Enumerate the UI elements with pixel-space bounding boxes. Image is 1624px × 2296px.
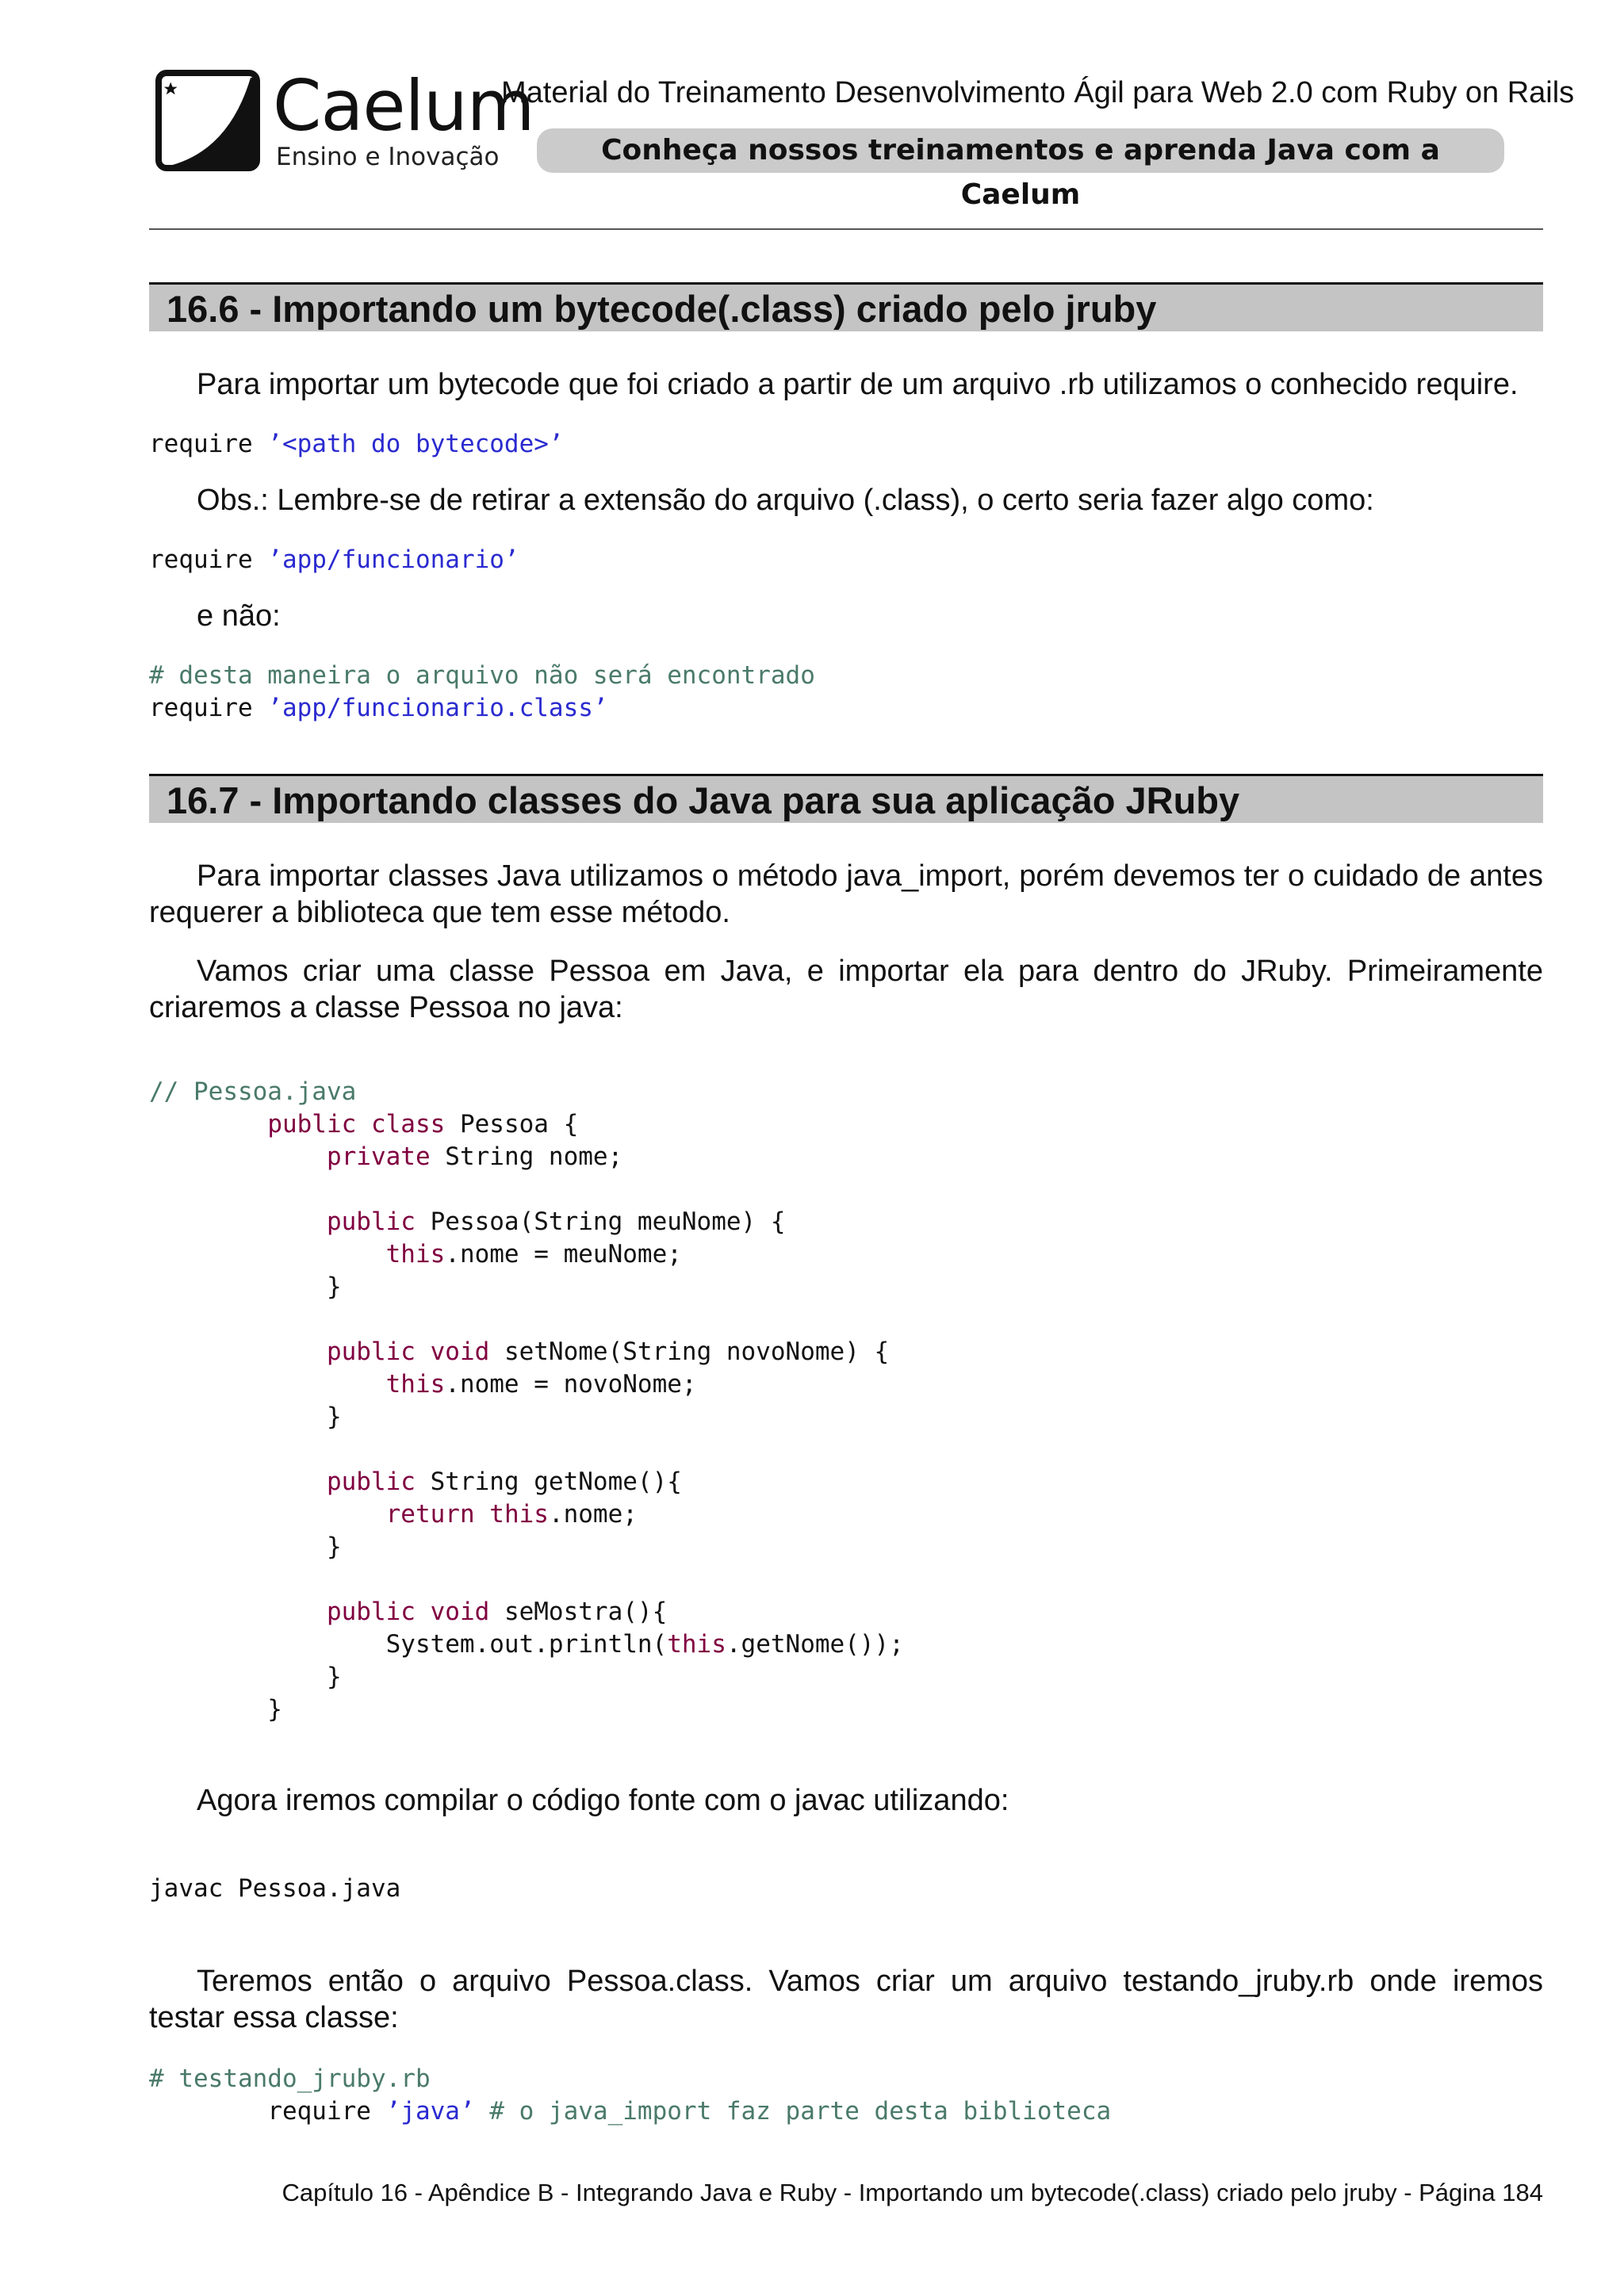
paragraph [149, 1963, 1543, 2036]
code-line: javac Pessoa.java [149, 1874, 401, 1903]
paragraph [149, 598, 1543, 634]
code-line [149, 544, 519, 576]
paragraph-text: e não: [197, 599, 281, 633]
code-comment: # o java_import faz parte desta biblioteca [474, 2097, 1112, 2126]
paragraph-text: Obs.: Lembre-se de retirar a extensão do arquivo (.class), o certo seria fazer algo como: [197, 484, 1374, 517]
section-heading-text: 16.7 - Importando classes do Java para sua aplicação JRuby [167, 779, 1240, 821]
paragraph-text: Para importar um bytecode que foi criado a partir de um arquivo .rb utilizamos o conhecido require. [197, 368, 1519, 401]
code-string: ’app/funcionario.class’ [267, 694, 608, 722]
code-comment: # desta maneira o arquivo não será encontrado [149, 661, 815, 690]
code-keyword: require [149, 694, 268, 722]
caelum-logo [155, 65, 534, 176]
paragraph [149, 953, 1543, 1026]
paragraph [149, 1782, 1543, 1819]
section-heading-16-7 [149, 774, 1543, 823]
page-footer: Capítulo 16 - Apêndice B - Integrando Java e Ruby - Importando um bytecode(.class) criado pelo jruby - Página 184 [282, 2179, 1543, 2206]
code-comment: // Pessoa.java [149, 1077, 357, 1106]
promo-banner[interactable]: Conheça nossos treinamentos e aprenda Java com a Caelum [537, 128, 1504, 173]
code-block [149, 660, 815, 725]
code-keyword: require [267, 2097, 386, 2126]
section-heading-text: 16.6 - Importando um bytecode(.class) criado pelo jruby [167, 288, 1157, 330]
paragraph-text: Agora iremos compilar o código fonte com o javac utilizando: [197, 1784, 1009, 1817]
paragraph [149, 482, 1543, 519]
caelum-logo-icon [155, 70, 260, 171]
ruby-code-block [149, 2063, 1111, 2128]
code-string: ’app/funcionario’ [267, 545, 519, 574]
code-keyword: require [149, 545, 268, 574]
paragraph [149, 366, 1543, 403]
code-line [149, 428, 564, 461]
java-code-block: // Pessoa.java public class Pessoa { private String nome; public Pessoa(String meuNome) { this.nome = meuNome; } public void setNome(String novoNome) { this.nome = novoNome; } public String getNome(){ return this.nome; } public void seMostra(){ System.out.println(this.getNome()); } } [149, 1077, 904, 1724]
code-comment: # testando_jruby.rb [149, 2064, 431, 2093]
code-string: ’java’ [385, 2097, 475, 2126]
paragraph-text: Para importar classes Java utilizamos o método java_import, porém devemos ter o cuidado de antes requerer a biblioteca que tem esse método. [149, 859, 1543, 929]
paragraph [149, 858, 1543, 931]
code-keyword: require [149, 430, 268, 458]
code-string: ’<path do bytecode>’ [267, 430, 564, 458]
header-divider [149, 228, 1543, 230]
section-heading-16-6 [149, 282, 1543, 331]
paragraph-text: Vamos criar uma classe Pessoa em Java, e importar ela para dentro do JRuby. Primeiramente criaremos a classe Pessoa no java: [149, 955, 1543, 1024]
paragraph-text: Teremos então o arquivo Pessoa.class. Vamos criar um arquivo testando_jruby.rb onde iremos testar essa classe: [149, 1965, 1543, 2034]
header-title: Material do Treinamento Desenvolvimento Ágil para Web 2.0 com Ruby on Rails [501, 76, 1575, 109]
logo-tagline: Ensino e Inovação [276, 143, 500, 171]
logo-name: Caelum [273, 65, 534, 147]
